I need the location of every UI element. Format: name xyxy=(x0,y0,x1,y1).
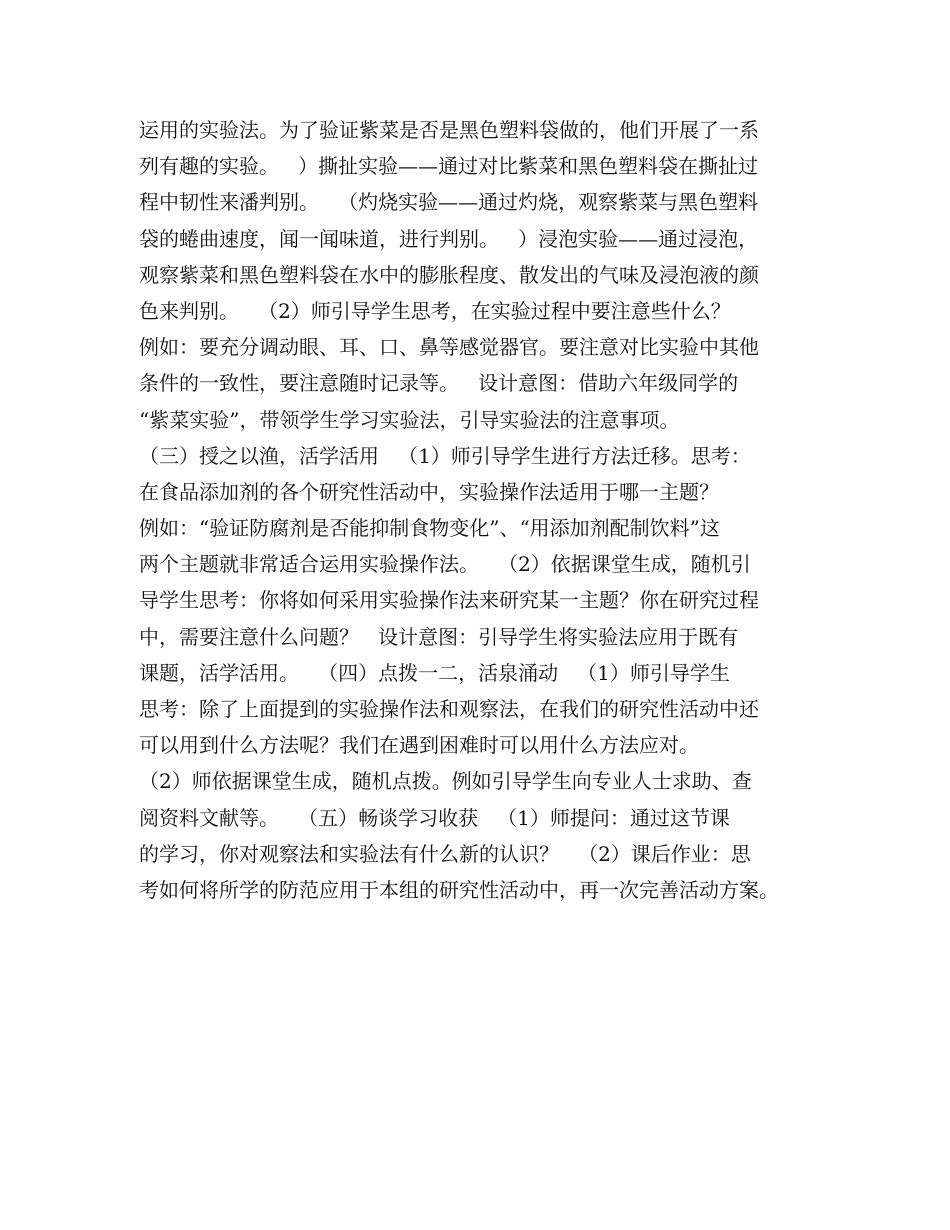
text-line: 袋的蜷曲速度，闻一闻味道，进行判别。 ）浸泡实验——通过浸泡， xyxy=(139,226,759,251)
text-line: 导学生思考：你将如何采用实验操作法来研究某一主题？你在研究过程 xyxy=(139,588,759,613)
text-line: 在食品添加剂的各个研究性活动中，实验操作法适用于哪一主题？ xyxy=(139,479,719,504)
text-line: 的学习，你对观察法和实验法有什么新的认识？ （2）课后作业：思 xyxy=(139,841,751,866)
text-line: 两个主题就非常适合运用实验操作法。 （2）依据课堂生成，随机引 xyxy=(139,552,751,577)
text-line: 课题，活学活用。 （四）点拨一二，活泉涌动 （1）师引导学生 xyxy=(139,660,730,685)
text-line: （2）师依据课堂生成，随机点拨。例如引导学生向专业人士求助、查 xyxy=(139,769,752,794)
text-line: 可以用到什么方法呢？我们在遇到困难时可以用什么方法应对。 xyxy=(139,733,699,758)
text-line: 中，需要注意什么问题？ 设计意图：引导学生将实验法应用于既有 xyxy=(139,624,739,649)
text-line: 运用的实验法。为了验证紫菜是否是黑色塑料袋做的，他们开展了一系 xyxy=(139,118,759,142)
text-line: （三）授之以渔，活学活用 （1）师引导学生进行方法迁移。思考： xyxy=(139,443,751,468)
text-line: 条件的一致性，要注意随时记录等。 设计意图：借助六年级同学的 xyxy=(139,371,739,396)
text-line: 观察紫菜和黑色塑料袋在水中的膨胀程度、散发出的气味及浸泡液的颜 xyxy=(139,262,759,287)
text-line: “紫菜实验”，带领学生学习实验法，引导实验法的注意事项。 xyxy=(139,407,680,432)
text-line: 思考：除了上面提到的实验操作法和观察法，在我们的研究性活动中还 xyxy=(139,697,759,721)
text-line: 考如何将所学的防范应用于本组的研究性活动中，再一次完善活动方案。 xyxy=(139,877,779,902)
text-line: 阅资料文献等。 （五）畅谈学习收获 （1）师提问：通过这节课 xyxy=(139,805,730,830)
text-line: 列有趣的实验。 ）撕扯实验——通过对比紫菜和黑色塑料袋在撕扯过 xyxy=(139,154,759,179)
text-line: 程中韧性来潘判别。 （灼烧实验——通过灼烧，观察紫菜与黑色塑料 xyxy=(139,190,759,215)
text-line: 例如：要充分调动眼、耳、口、鼻等感觉器官。要注意对比实验中其他 xyxy=(139,335,759,360)
text-line: 例如：“验证防腐剂是否能抑制食物变化”、“用添加剂配制饮料”这 xyxy=(139,516,720,541)
text-line: 色来判别。 （2）师引导学生思考，在实验过程中要注意些什么？ xyxy=(139,298,731,323)
body-text xyxy=(139,112,839,908)
